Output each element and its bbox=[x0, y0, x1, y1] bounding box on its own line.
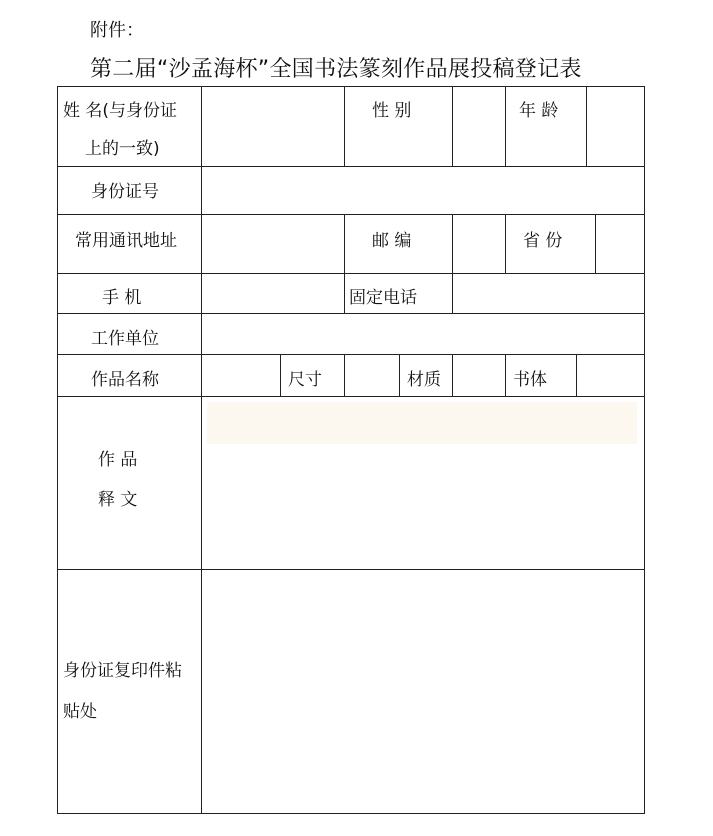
work-title-label: 作品名称 bbox=[91, 370, 159, 390]
interpretation-label-2: 释 文 bbox=[98, 490, 138, 510]
age-field[interactable] bbox=[587, 87, 643, 166]
interpretation-label-1: 作 品 bbox=[98, 450, 138, 470]
material-field[interactable] bbox=[453, 355, 504, 396]
id-copy-area[interactable] bbox=[202, 570, 644, 813]
id-copy-label-1: 身份证复印件粘 bbox=[63, 661, 182, 681]
work-title-field[interactable] bbox=[202, 355, 280, 396]
address-label: 常用通讯地址 bbox=[75, 231, 177, 251]
postcode-label: 邮 编 bbox=[372, 231, 412, 251]
form-title: 第二届“沙孟海杯”全国书法篆刻作品展投稿登记表 bbox=[90, 57, 582, 82]
name-field[interactable] bbox=[202, 87, 343, 166]
address-field[interactable] bbox=[202, 215, 343, 273]
name-label: 姓 名(与身份证 bbox=[63, 101, 178, 121]
interpretation-field[interactable] bbox=[202, 397, 644, 569]
material-label: 材质 bbox=[407, 370, 441, 390]
province-field[interactable] bbox=[596, 215, 644, 273]
workplace-label: 工作单位 bbox=[91, 329, 159, 349]
registration-form bbox=[57, 86, 645, 814]
script-style-field[interactable] bbox=[577, 355, 644, 396]
landline-field[interactable] bbox=[453, 274, 644, 313]
workplace-field[interactable] bbox=[202, 314, 644, 354]
size-field[interactable] bbox=[345, 355, 399, 396]
gender-label: 性 别 bbox=[372, 101, 412, 121]
id-copy-label-2: 贴处 bbox=[63, 702, 97, 722]
age-label: 年 龄 bbox=[519, 101, 559, 121]
gender-field[interactable] bbox=[453, 87, 504, 166]
id-number-label: 身份证号 bbox=[91, 182, 159, 202]
mobile-label: 手 机 bbox=[102, 288, 142, 308]
script-style-label: 书体 bbox=[513, 370, 547, 390]
landline-label: 固定电话 bbox=[349, 288, 417, 308]
mobile-field[interactable] bbox=[202, 274, 343, 313]
id-number-field[interactable] bbox=[202, 167, 644, 214]
postcode-field[interactable] bbox=[453, 215, 504, 273]
attachment-label: 附件： bbox=[90, 20, 144, 41]
name-label-note: 上的一致) bbox=[85, 139, 160, 159]
province-label: 省 份 bbox=[523, 231, 563, 251]
size-label: 尺寸 bbox=[288, 370, 322, 390]
